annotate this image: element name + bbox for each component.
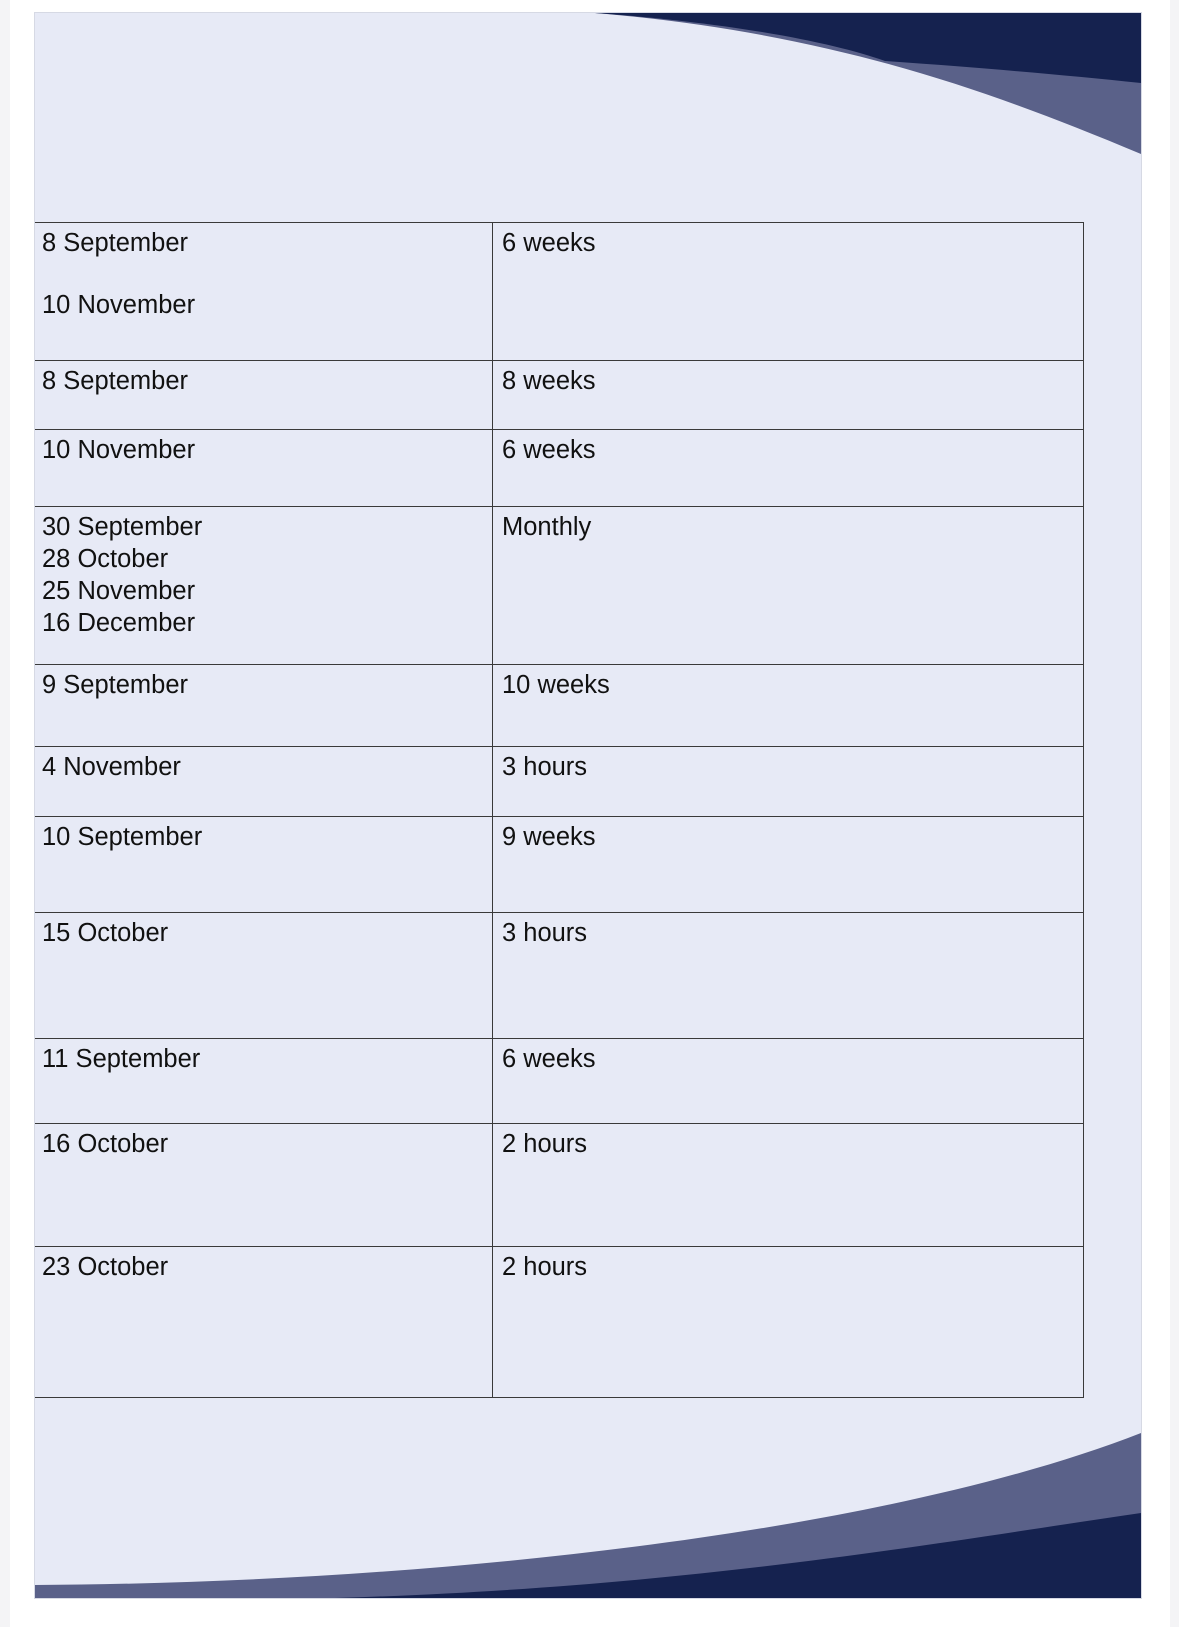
date-text: 28 October	[42, 545, 169, 573]
date-cell	[35, 747, 493, 817]
table-row	[35, 507, 1084, 665]
date-cell	[35, 1124, 493, 1247]
duration-cell: 10 weeks	[493, 665, 1084, 747]
date-text: 11 September	[42, 1045, 201, 1073]
table-row	[35, 1039, 1084, 1124]
date-cell	[35, 361, 493, 430]
table-row	[35, 1124, 1084, 1247]
duration-cell: 8 weeks	[493, 361, 1084, 430]
schedule-table	[35, 222, 1084, 1398]
date-text: 8 September	[42, 367, 189, 395]
table-row	[35, 430, 1084, 507]
top-swoosh-dark	[595, 13, 1141, 83]
date-cell	[35, 1247, 493, 1398]
table-row	[35, 747, 1084, 817]
duration-cell: 2 hours	[493, 1124, 1084, 1247]
duration-cell: 6 weeks	[493, 430, 1084, 507]
date-cell	[35, 223, 493, 361]
date-text: 16 December	[42, 609, 196, 637]
duration-cell: 3 hours	[493, 747, 1084, 817]
table-row	[35, 913, 1084, 1039]
date-text: 15 October	[42, 919, 169, 947]
date-text: 16 October	[42, 1130, 169, 1158]
duration-cell: 6 weeks	[493, 223, 1084, 361]
duration-cell: 9 weeks	[493, 817, 1084, 913]
date-text: 9 September	[42, 671, 189, 699]
table-row	[35, 361, 1084, 430]
date-text: 30 September	[42, 513, 203, 541]
date-text: 10 November	[42, 436, 196, 464]
duration-cell: Monthly	[493, 507, 1084, 665]
date-text: 8 September	[42, 229, 189, 257]
date-cell	[35, 665, 493, 747]
date-text: 10 September	[42, 823, 203, 851]
date-cell	[35, 430, 493, 507]
date-cell	[35, 1039, 493, 1124]
document-page	[35, 13, 1141, 1598]
date-cell	[35, 817, 493, 913]
date-text: 25 November	[42, 577, 196, 605]
table-row	[35, 1247, 1084, 1398]
table-row	[35, 817, 1084, 913]
table-row	[35, 665, 1084, 747]
duration-cell: 2 hours	[493, 1247, 1084, 1398]
date-text: 4 November	[42, 753, 181, 781]
date-cell	[35, 913, 493, 1039]
duration-cell: 3 hours	[493, 913, 1084, 1039]
duration-cell: 6 weeks	[493, 1039, 1084, 1124]
date-cell	[35, 507, 493, 665]
date-text: 10 November	[42, 291, 196, 319]
table-row	[35, 223, 1084, 361]
date-text: 23 October	[42, 1253, 169, 1281]
